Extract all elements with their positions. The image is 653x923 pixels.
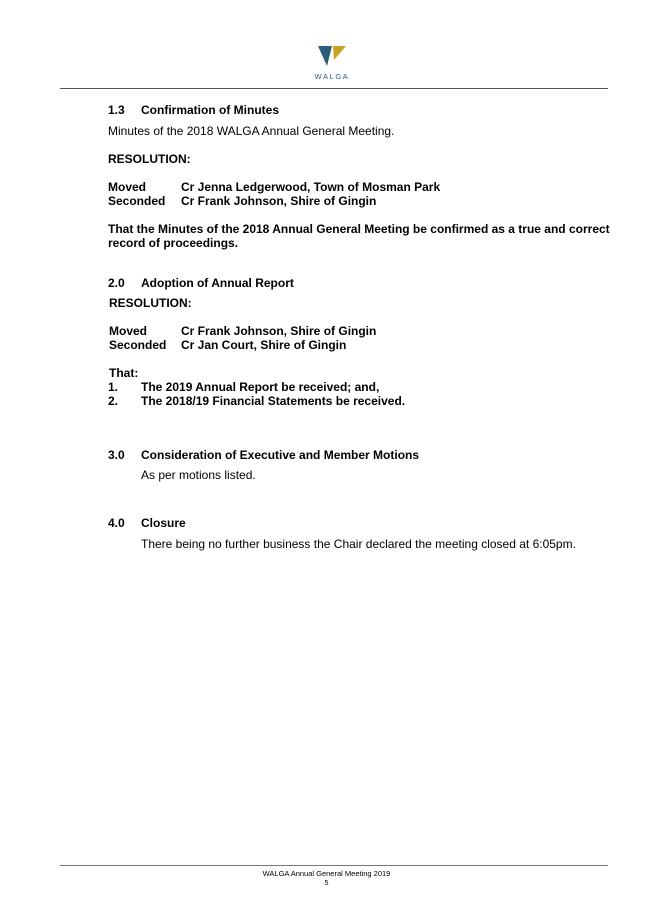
footer-title: WALGA Annual General Meeting 2019 [262,869,391,878]
list-item-number: 1. [108,380,119,394]
seconded-label: Seconded [108,194,166,208]
section-1-3-motion: That the Minutes of the 2018 Annual General Meeting be confirmed as a true and correct record of proceedings. [108,222,610,250]
header-divider [60,88,608,89]
moved-label: Moved [109,324,148,338]
section-2-0-resolution-label: RESOLUTION: [109,296,192,310]
section-1-3-heading [108,103,279,117]
section-title: Closure [141,516,186,530]
section-title: Confirmation of Minutes [141,103,279,117]
section-3-0-heading [108,448,420,462]
section-4-0-heading [108,516,186,530]
section-number: 3.0 [108,448,125,462]
list-item-number: 2. [108,394,119,408]
list-item [108,380,380,394]
section-number: 4.0 [108,516,125,530]
moved-label: Moved [108,180,147,194]
logo-text: WALGA [314,72,350,81]
moved-by: Cr Jenna Ledgerwood, Town of Mosman Park [181,180,441,194]
page-number: 5 [324,878,329,887]
section-title: Adoption of Annual Report [141,276,294,290]
section-3-0-text: As per motions listed. [141,468,256,482]
section-1-3-resolution-label: RESOLUTION: [108,152,191,166]
section-number: 2.0 [108,276,125,290]
walga-logo [308,46,356,86]
section-title: Consideration of Executive and Member Motions [141,448,420,462]
section-1-3-text: Minutes of the 2018 WALGA Annual General Meeting. [108,124,395,138]
seconded-by: Cr Frank Johnson, Shire of Gingin [181,194,377,208]
list-item [108,394,406,408]
that-label: That: [109,366,139,380]
moved-by: Cr Frank Johnson, Shire of Gingin [181,324,377,338]
section-2-0-heading [108,276,294,290]
section-4-0-text: There being no further business the Chair declared the meeting closed at 6:05pm. [141,537,576,551]
walga-logo-mark-icon [318,46,346,68]
list-item-text: The 2018/19 Financial Statements be received. [141,394,406,408]
seconded-by: Cr Jan Court, Shire of Gingin [181,338,347,352]
seconded-label: Seconded [109,338,167,352]
section-number: 1.3 [108,103,125,117]
footer-divider [60,865,608,866]
list-item-text: The 2019 Annual Report be received; and, [141,380,380,394]
